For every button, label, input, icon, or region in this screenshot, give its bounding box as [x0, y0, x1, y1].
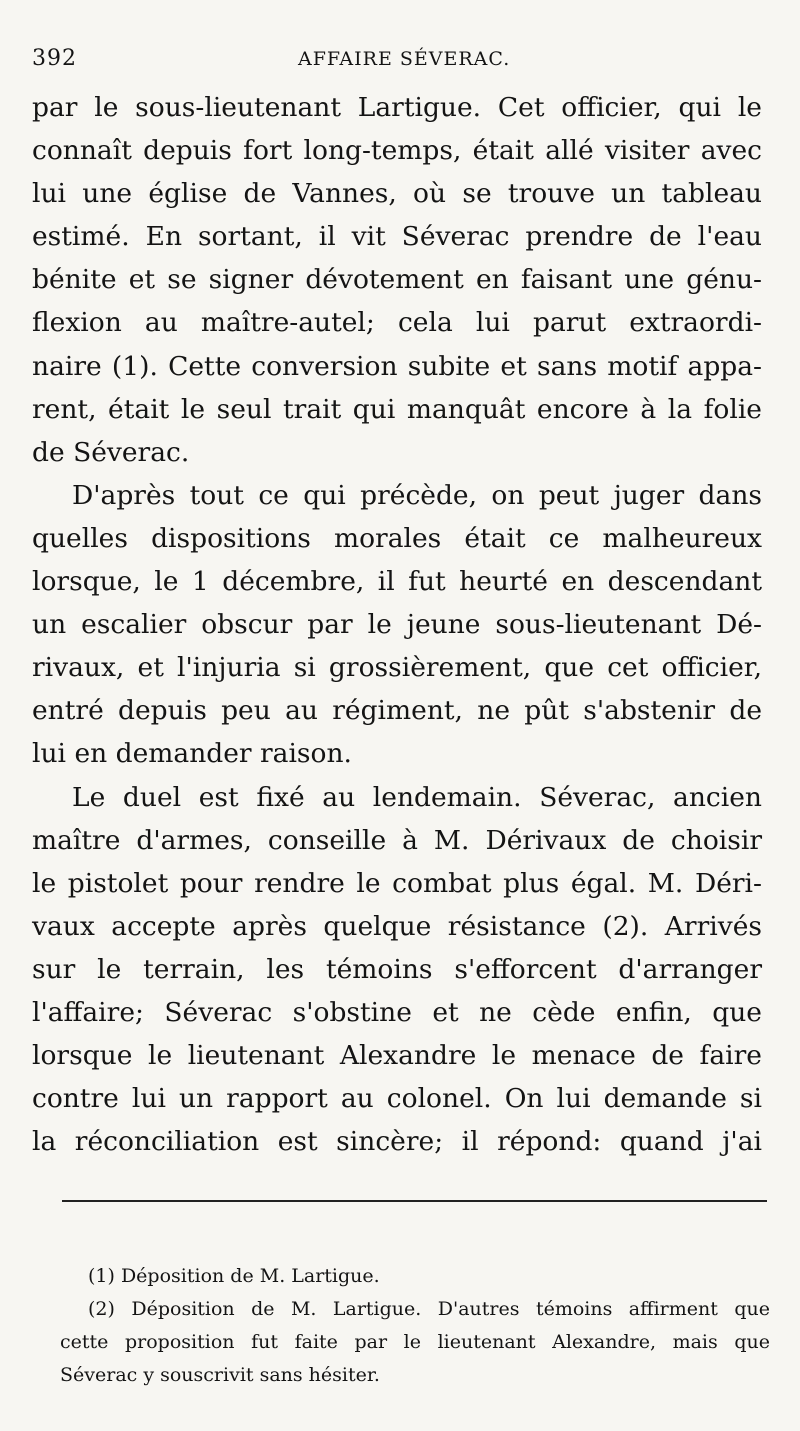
body-line: lorsque le lieutenant Alexandre le menace de faire	[32, 1040, 762, 1072]
footnote-line: (1) Déposition de M. Lartigue.	[88, 1265, 380, 1287]
body-line: entré depuis peu au régiment, ne pût s'abstenir de	[32, 695, 762, 727]
body-line: vaux accepte après quelque résistance (2). Arrivés	[32, 910, 762, 942]
body-line: le pistolet pour rendre le combat plus égal. M. Déri-	[32, 867, 762, 899]
body-line: de Séverac.	[32, 436, 190, 468]
body-line: lui en demander raison.	[32, 738, 352, 770]
page-number: 392	[32, 46, 77, 71]
body-line: Le duel est fixé au lendemain. Séverac, ancien	[72, 781, 762, 813]
body-line: l'affaire; Séverac s'obstine et ne cède enfin, que	[32, 996, 762, 1028]
body-line: flexion au maître-autel; cela lui parut extraordi-	[32, 307, 762, 339]
footnote-rule	[62, 1200, 767, 1202]
body-line: D'après tout ce qui précède, on peut juger dans	[72, 479, 762, 511]
body-line: rivaux, et l'injuria si grossièrement, que cet officier,	[32, 652, 762, 684]
running-title: AFFAIRE SÉVERAC.	[298, 48, 511, 70]
body-line: la réconciliation est sincère; il répond: quand j'ai	[32, 1126, 762, 1158]
footnote-line: cette proposition fut faite par le lieutenant Alexandre, mais que	[60, 1331, 770, 1353]
body-line: estimé. En sortant, il vit Séverac prendre de l'eau	[32, 221, 762, 253]
body-text	[32, 86, 762, 1163]
body-line: quelles dispositions morales était ce malheureux	[32, 522, 762, 554]
body-line: maître d'armes, conseille à M. Dérivaux de choisir	[32, 824, 762, 856]
footnote-line: (2) Déposition de M. Lartigue. D'autres témoins affirment que	[88, 1298, 770, 1320]
body-line: contre lui un rapport au colonel. On lui demande si	[32, 1083, 762, 1115]
body-line: connaît depuis fort long-temps, était allé visiter avec	[32, 135, 762, 167]
body-line: bénite et se signer dévotement en faisant une génu-	[32, 264, 762, 296]
body-line: naire (1). Cette conversion subite et sans motif appa-	[32, 350, 762, 382]
body-line: un escalier obscur par le jeune sous-lieutenant Dé-	[32, 609, 762, 641]
body-line: par le sous-lieutenant Lartigue. Cet officier, qui le	[32, 92, 762, 123]
body-line: sur le terrain, les témoins s'efforcent d'arranger	[32, 953, 762, 985]
footnotes	[60, 1260, 770, 1392]
body-line: lui une église de Vannes, où se trouve un tableau	[32, 178, 762, 210]
body-line: lorsque, le 1 décembre, il fut heurté en descendant	[32, 566, 762, 598]
body-line: rent, était le seul trait qui manquât encore à la folie	[32, 393, 762, 425]
page-header	[30, 42, 760, 78]
footnote-line: Séverac y souscrivit sans hésiter.	[60, 1364, 380, 1386]
